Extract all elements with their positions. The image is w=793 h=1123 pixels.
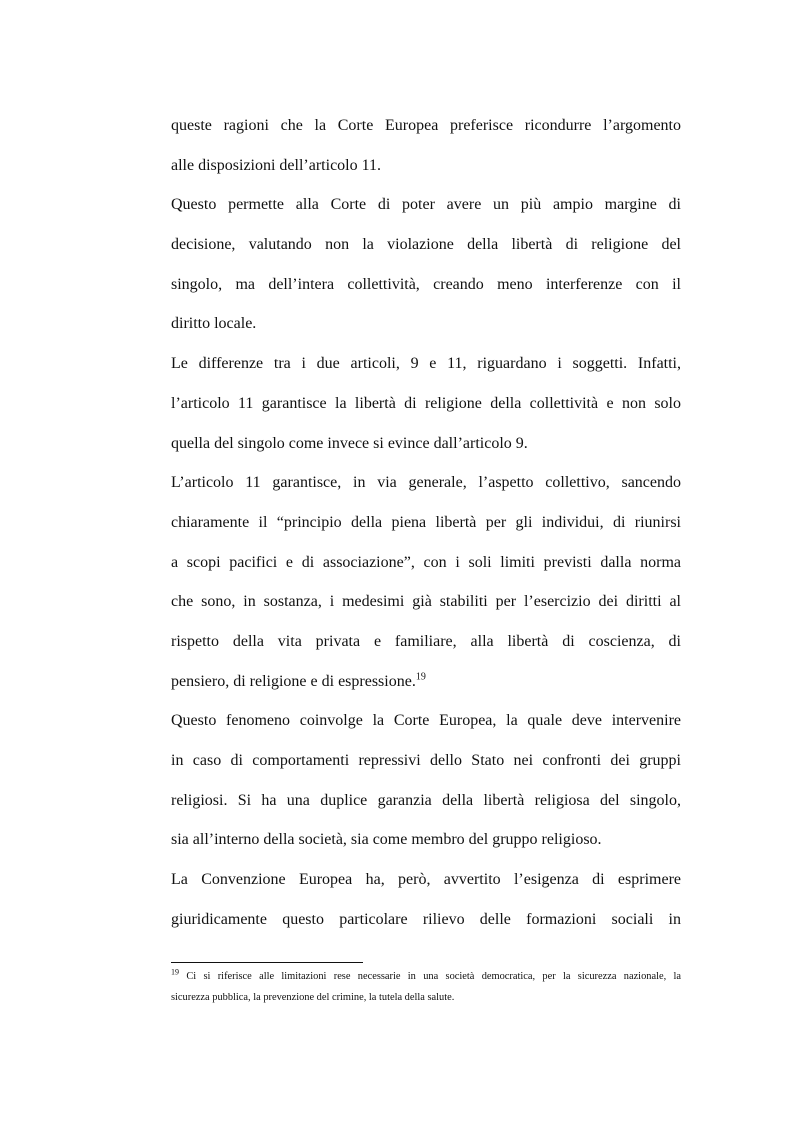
footnote-divider	[171, 962, 363, 963]
text-line: Questo permette alla Corte di poter avere un più ampio margine di	[171, 196, 681, 214]
footnote-text: Ci si riferisce alle limitazioni rese necessarie in una società democratica, per la sicurezza nazionale, la	[186, 971, 681, 982]
footnote-line: sicurezza pubblica, la prevenzione del crimine, la tutela della salute.	[171, 992, 455, 1003]
text-line: sia all’interno della società, sia come membro del gruppo religioso.	[171, 831, 602, 849]
text-line: l’articolo 11 garantisce la libertà di religione della collettività e non solo	[171, 394, 681, 412]
text-line: che sono, in sostanza, i medesimi già stabiliti per l’esercizio dei diritti al	[171, 593, 681, 611]
text-line: decisione, valutando non la violazione della libertà di religione del	[171, 236, 681, 254]
body-text	[171, 106, 681, 939]
text-line: Le differenze tra i due articoli, 9 e 11, riguardano i soggetti. Infatti,	[171, 355, 681, 373]
text-line: quella del singolo come invece si evince dall’articolo 9.	[171, 434, 528, 452]
text-line: rispetto della vita privata e familiare, alla libertà di coscienza, di	[171, 632, 681, 650]
footnote-line	[171, 966, 681, 987]
text-line: diritto locale.	[171, 315, 257, 333]
footnote	[171, 966, 681, 1008]
text-line: L’articolo 11 garantisce, in via generale, l’aspetto collettivo, sancendo	[171, 474, 681, 492]
text-line: giuridicamente questo particolare rilievo delle formazioni sociali in	[171, 910, 681, 928]
text-line: Questo fenomeno coinvolge la Corte Europea, la quale deve intervenire	[171, 712, 681, 730]
text-line: a scopi pacifici e di associazione”, con i soli limiti previsti dalla norma	[171, 553, 681, 571]
text-line: La Convenzione Europea ha, però, avvertito l’esigenza di esprimere	[171, 871, 681, 889]
text-line: alle disposizioni dell’articolo 11.	[171, 156, 382, 174]
text-line: queste ragioni che la Corte Europea preferisce ricondurre l’argomento	[171, 117, 681, 134]
text-line: singolo, ma dell’intera collettività, creando meno interferenze con il	[171, 275, 681, 293]
text-line-with-footnote	[171, 662, 681, 702]
text-line: in caso di comportamenti repressivi dello Stato nei confronti dei gruppi	[171, 752, 681, 769]
text-line: religiosi. Si ha una duplice garanzia della libertà religiosa del singolo,	[171, 791, 681, 809]
text-line: chiaramente il “principio della piena libertà per gli individui, di riunirsi	[171, 513, 681, 531]
text-line: pensiero, di religione e di espressione.	[171, 672, 416, 690]
footnote-reference[interactable]: 19	[415, 671, 426, 683]
footnote-number: 19	[171, 967, 179, 977]
